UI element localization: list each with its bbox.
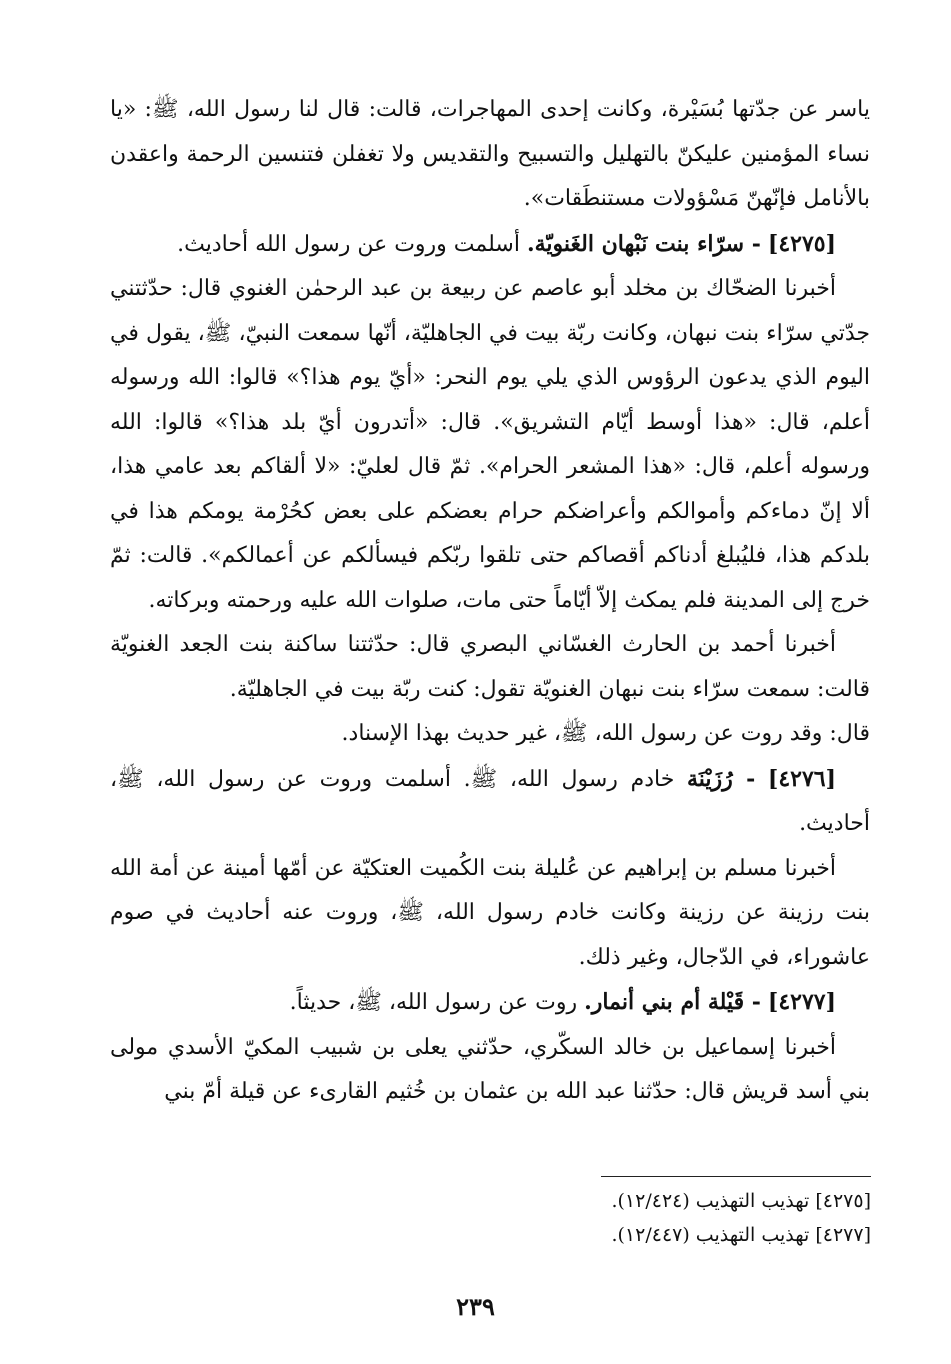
entry-text: روت عن رسول الله، ﷺ، حديثاً.	[289, 990, 585, 1015]
paragraph-5: أخبرنا مسلم بن إبراهيم عن عُليلة بنت الكُميت العتكيّة عن أمّها أمينة عن أمة الله بنت رزينة عن رزينة وكانت خادم رسول الله، ﷺ، وروت عنه أحاديث في صوم عاشوراء، في الدّجال، وغير ذلك.	[110, 855, 870, 970]
page-body	[110, 88, 870, 1115]
footnote-4275: [٤٢٧٥] تهذيب التهذيب (١٢/٤٢٤).	[611, 1190, 871, 1212]
entry-4276	[110, 757, 870, 847]
footnote-divider	[601, 1176, 871, 1177]
paragraph-1: ياسر عن جدّتها بُسَيْرة، وكانت إحدى المهاجرات، قالت: قال لنا رسول الله، ﷺ: «يا نساء المؤمنين عليكنّ بالتهليل والتسبيح والتقديس ولا تغفلن فتنسين الرحمة واعقدن بالأنامل فإنّهنّ مَسْؤولات مستنطَقات».	[110, 97, 870, 211]
entry-number: [٤٢٧٦]	[767, 765, 836, 792]
entry-number: [٤٢٧٧]	[767, 989, 836, 1015]
entry-text: خادم رسول الله، ﷺ. أسلمت وروت عن رسول الله، ﷺ، أحاديث.	[110, 766, 870, 836]
paragraph-4: قال: وقد روت عن رسول الله، ﷺ، غير حديث بهذا الإسناد.	[341, 721, 870, 746]
paragraph-2: أخبرنا الضحّاك بن مخلد أبو عاصم عن ربيعة بن عبد الرحمٰن الغنوي قال: حدّثتني جدّتي سرّاء بنت نبهان، وكانت ربّة بيت في الجاهليّة، أنّها سمعت النبيّ، ﷺ، يقول في اليوم الذي يدعون الرؤوس الذي يلي يوم النحر: «أيّ يوم هذا؟» قالوا: الله ورسوله أعلم، قال: «هذا أوسط أيّام التشريق». قال: «أتدرون أيّ بلد هذا؟» قالوا: الله ورسوله أعلم، قال: «هذا المشعر الحرام». ثمّ قال لعليّ: «لا ألقاكم بعد عامي هذا، ألا إنّ دماءكم وأموالكم وأعراضكم حرام بعضكم على بعض كحُرْمة يومكم هذا في بلدكم هذا، فليُبلغ أدناكم أقصاكم حتى تلقوا ربّكم فيسألكم عن أعمالكم». قالت: ثمّ خرج إلى المدينة فلم يمكث إلاّ أيّاماً حتى مات، صلوات الله عليه ورحمته وبركاته.	[110, 276, 870, 613]
entry-number: [٤٢٧٥]	[767, 230, 836, 257]
footnote-4277: [٤٢٧٧] تهذيب التهذيب (١٢/٤٤٧).	[611, 1224, 871, 1246]
entry-name: - سرّاء بنت نَبْهان الغَنويّة.	[526, 230, 761, 257]
footnotes	[111, 1184, 871, 1252]
paragraph-6: أخبرنا إسماعيل بن خالد السكّري، حدّثني يعلى بن شبيب المكيّ الأسدي مولى بني أسد قريش قال: حدّثنا عبد الله بن عثمان بن خُثيم القارىء عن قيلة أمّ بني	[110, 1034, 870, 1104]
page-number: ٢٣٩	[456, 1292, 495, 1321]
entry-text: أسلمت وروت عن رسول الله أحاديث.	[177, 231, 527, 257]
entry-4277	[110, 980, 870, 1026]
entry-name: - رُزَيْنَة	[686, 765, 756, 792]
paragraph-3: أخبرنا أحمد بن الحارث الغسّاني البصري قال: حدّثتنا ساكنة بنت الجعد الغنويّة قالت: سمعت سرّاء بنت نبهان الغنويّة تقول: كنت ربّة بيت في الجاهليّة.	[110, 632, 870, 702]
entry-name: - قَيْلة أم بني أنمار.	[584, 989, 761, 1015]
entry-4275	[110, 222, 870, 268]
